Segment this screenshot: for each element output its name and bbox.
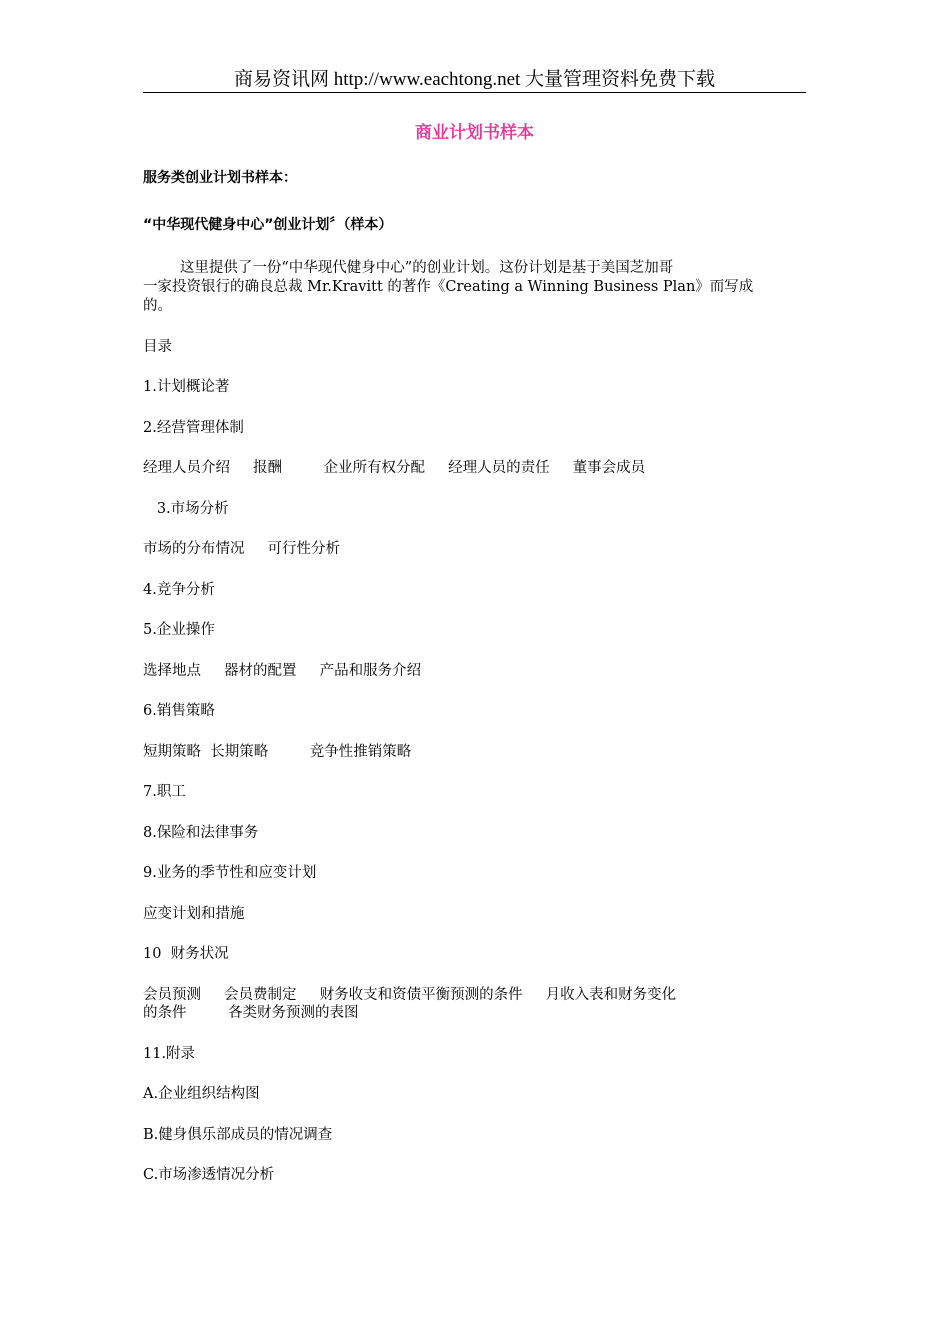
toc-subitems: 会员预测 会员费制定 财务收支和资债平衡预测的条件 月收入表和财务变化 bbox=[143, 987, 677, 1003]
toc-subitems: 经理人员介绍 报酬 企业所有权分配 经理人员的责任 董事会成员 bbox=[143, 460, 646, 476]
toc-item: 6.销售策略 bbox=[143, 703, 215, 719]
toc-subitems: 市场的分布情况 可行性分析 bbox=[143, 541, 341, 557]
toc-heading: 目录 bbox=[143, 339, 172, 355]
header-rule bbox=[143, 92, 806, 93]
toc-item: 4.竞争分析 bbox=[143, 582, 215, 598]
toc-item: 1.计划概论著 bbox=[143, 379, 230, 395]
toc-subitems: 短期策略 长期策略 竞争性推销策略 bbox=[143, 744, 412, 760]
toc-appendix-item: B.健身俱乐部成员的情况调查 bbox=[143, 1127, 333, 1143]
toc-appendix-item: C.市场渗透情况分析 bbox=[143, 1167, 275, 1183]
toc-subitems: 的条件 各类财务预测的表图 bbox=[143, 1005, 359, 1021]
toc-appendix-item: A.企业组织结构图 bbox=[143, 1086, 260, 1102]
page-header: 商易资讯网 http://www.eachtong.net 大量管理资料免费下载 bbox=[233, 69, 716, 90]
toc-subitems: 选择地点 器材的配置 产品和服务介绍 bbox=[143, 663, 422, 679]
toc-item: 10 财务状况 bbox=[143, 946, 229, 962]
toc-item: 2.经营管理体制 bbox=[143, 420, 244, 436]
intro-line-3: 的。 bbox=[143, 298, 172, 314]
toc-item: 9.业务的季节性和应变计划 bbox=[143, 865, 317, 881]
document-title: 商业计划书样本 bbox=[415, 123, 534, 143]
plan-title: “中华现代健身中心”创业计划〞（样本） bbox=[143, 217, 393, 233]
toc-item: 3.市场分析 bbox=[143, 501, 229, 517]
intro-line-1: 这里提供了一份“中华现代健身中心”的创业计划。这份计划是基于美国芝加哥 bbox=[143, 260, 674, 276]
toc-item: 11.附录 bbox=[143, 1046, 196, 1062]
toc-subitems: 应变计划和措施 bbox=[143, 906, 245, 922]
toc-item: 8.保险和法律事务 bbox=[143, 825, 259, 841]
intro-line-2: 一家投资银行的确良总裁 Mr.Kravitt 的著作《Creating a Winning Business Plan》而写成 bbox=[143, 279, 754, 295]
toc-item: 5.企业操作 bbox=[143, 622, 215, 638]
toc-item: 7.职工 bbox=[143, 784, 186, 800]
section-subtitle: 服务类创业计划书样本： bbox=[143, 170, 297, 186]
